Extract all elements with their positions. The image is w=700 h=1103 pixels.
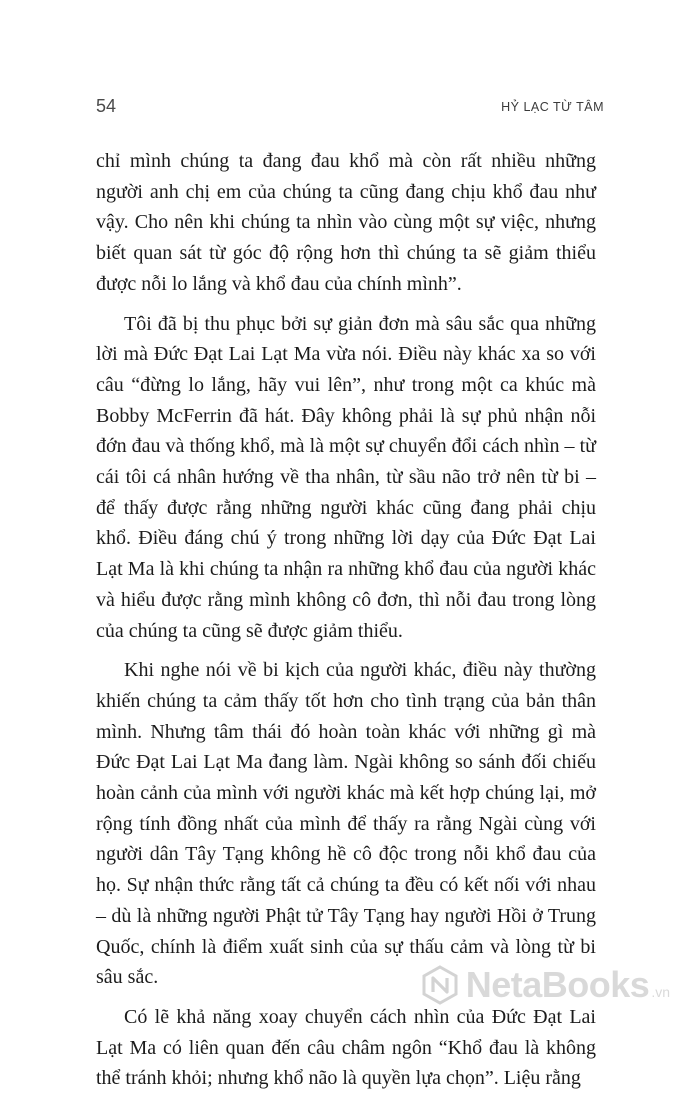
paragraph-continued: chỉ mình chúng ta đang đau khổ mà còn rất nhiều những người anh chị em của chúng ta cũng đang chịu khổ đau như vậy. Cho nên khi chúng ta nhìn vào cùng một sự việc, nhưng biết quan sát từ góc độ rộng hơn thì chúng ta sẽ giảm thiểu được nỗi lo lắng và khổ đau của chính mình”. — [96, 150, 596, 295]
paragraph: Tôi đã bị thu phục bởi sự giản đơn mà sâu sắc qua những lời mà Đức Đạt Lai Lạt Ma vừa nói. Điều này khác xa so với câu “đừng lo lắng, hãy vui lên”, như trong một ca khúc mà Bobby McFerrin đã hát. Đây không phải là sự phủ nhận nỗi đớn đau và thống khổ, mà là một sự chuyển đổi cách nhìn – từ cái tôi cá nhân hướng về tha nhân, từ sầu não trở nên từ bi – để thấy được rằng những người khác cũng đang phải chịu khổ. Điều đáng chú ý trong những lời dạy của Đức Đạt Lai Lạt Ma là khi chúng ta nhận ra những khổ đau của người khác và hiểu được rằng mình không cô đơn, thì nỗi đau trong lòng của chúng ta cũng sẽ được giảm thiểu. — [96, 312, 596, 642]
watermark-suffix: .vn — [651, 984, 670, 1000]
page-number: 54 — [96, 96, 117, 116]
netabooks-logo-icon — [420, 965, 460, 1005]
body-text — [96, 146, 596, 1103]
running-head — [96, 96, 604, 120]
book-title: HỶ LẠC TỪ TÂM — [501, 100, 604, 114]
watermark — [420, 964, 670, 1006]
paragraph: Có lẽ khả năng xoay chuyển cách nhìn của Đức Đạt Lai Lạt Ma có liên quan đến câu châm ngôn “Khổ đau là không thể tránh khỏi; nhưng khổ não là quyền lựa chọn”. Liệu rằng — [96, 1005, 596, 1090]
paragraph: Khi nghe nói về bi kịch của người khác, điều này thường khiến chúng ta cảm thấy tốt hơn cho tình trạng của bản thân mình. Nhưng tâm thái đó hoàn toàn khác với những gì mà Đức Đạt Lai Lạt Ma đang làm. Ngài không so sánh đối chiếu hoàn cảnh của mình với người khác mà kết hợp chúng lại, mở rộng tính đồng nhất của mình để thấy ra rằng Ngài cùng với người dân Tây Tạng không hề cô độc trong nỗi khổ đau của họ. Sự nhận thức rằng tất cả chúng ta đều có kết nối với nhau – dù là những người Phật tử Tây Tạng hay người Hồi ở Trung Quốc, chính là điểm xuất sinh của sự thấu cảm và lòng từ bi sâu sắc. — [96, 659, 596, 989]
watermark-text: NetaBooks — [465, 964, 650, 1005]
